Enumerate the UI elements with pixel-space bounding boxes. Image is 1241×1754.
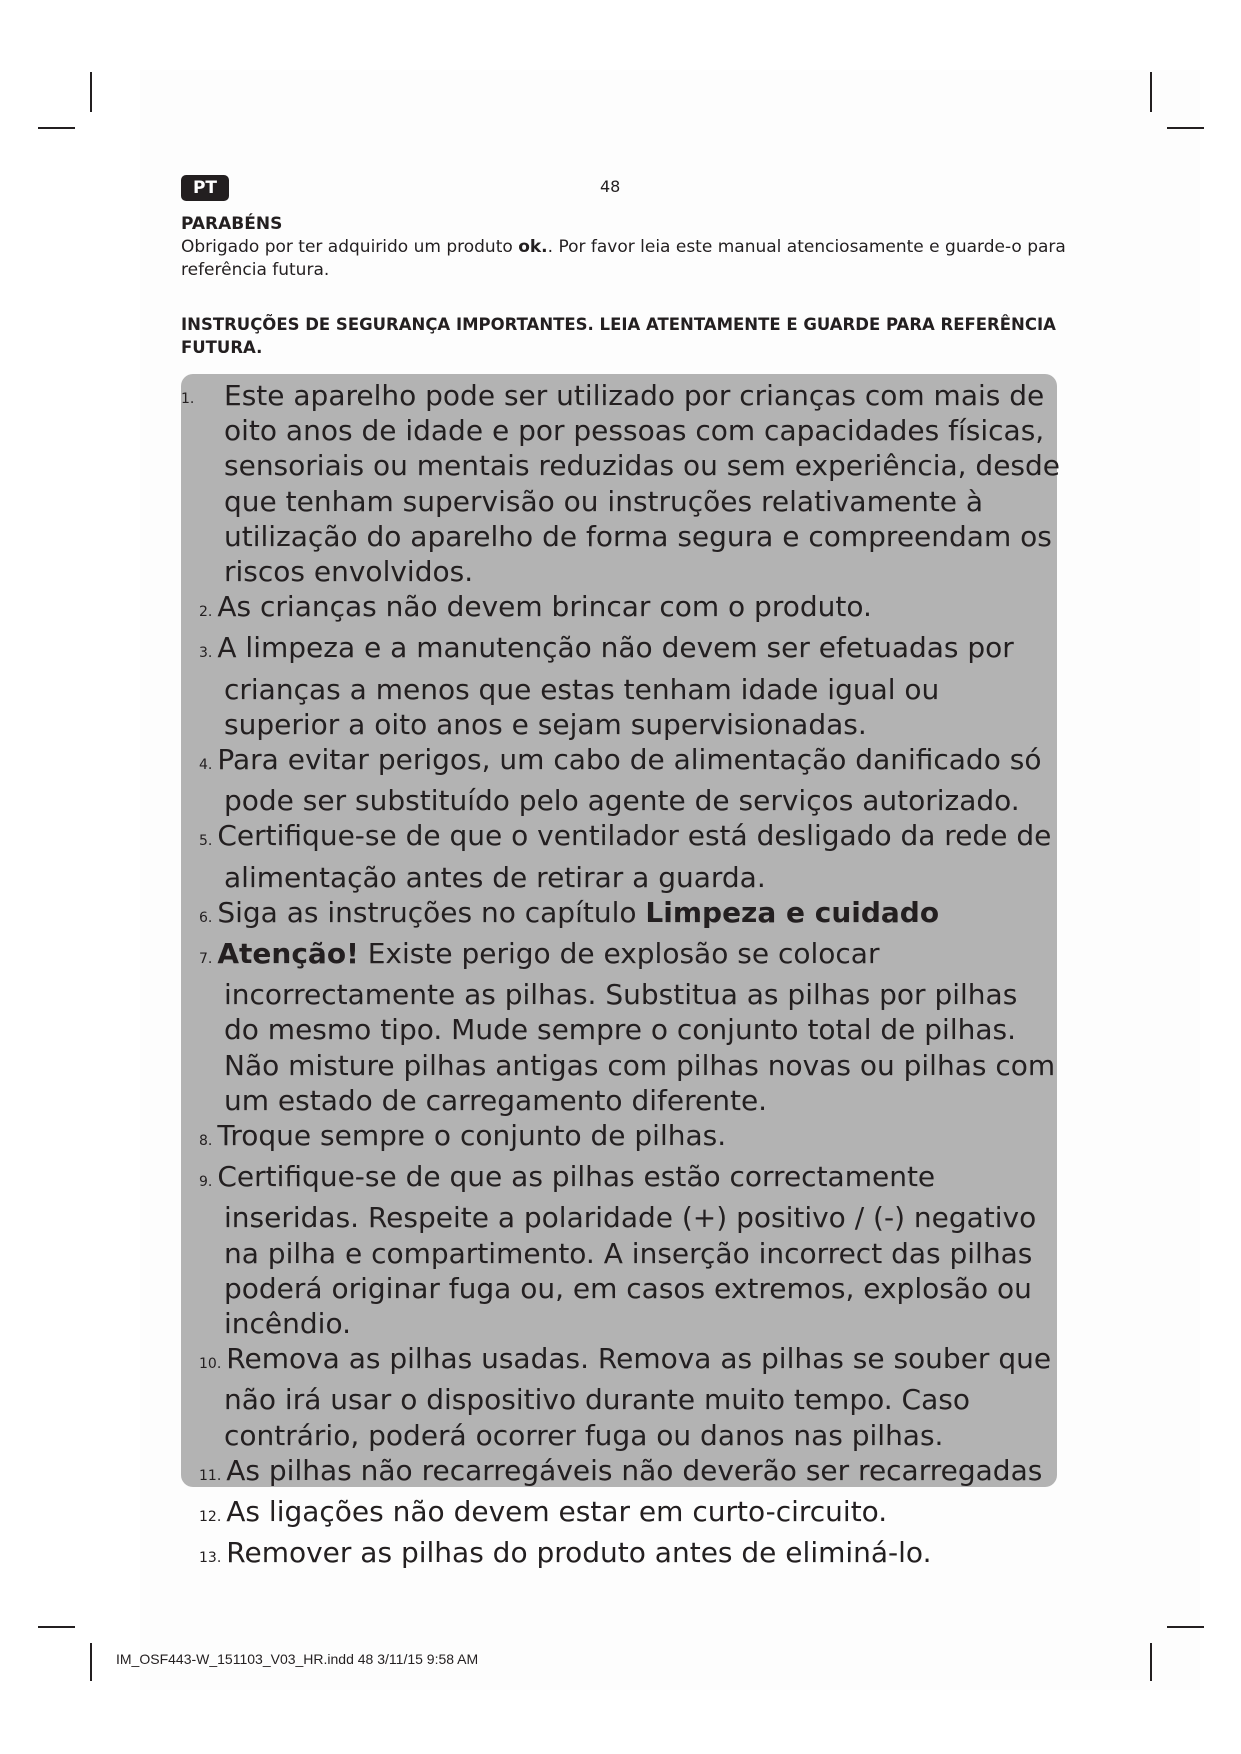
item-number: 13. <box>199 1550 222 1567</box>
list-item <box>181 742 1061 818</box>
intro-text-before: Obrigado por ter adquirido um produto <box>181 237 519 257</box>
list-item <box>181 818 1061 894</box>
item-number: 6. <box>199 909 213 926</box>
item-text: A limpeza e a manutenção não devem ser efetuadas por crianças a menos que estas tenham idade igual ou superior a oito anos e sejam supervisionadas. <box>217 631 1014 741</box>
list-item <box>181 1535 1061 1576</box>
list-item <box>181 1494 1061 1535</box>
brand-name: ok. <box>518 237 548 257</box>
item-text: As crianças não devem brincar com o produto. <box>217 590 872 624</box>
crop-mark <box>38 1626 75 1628</box>
crop-mark <box>38 127 75 129</box>
list-item <box>181 1453 1061 1494</box>
list-item <box>181 378 1061 589</box>
crop-mark <box>90 1643 92 1681</box>
item-text: Certifique-se de que o ventilador está desligado da rede de alimentação antes de retirar a guarda. <box>217 819 1052 894</box>
item-text: Remover as pilhas do produto antes de eliminá-lo. <box>226 1536 932 1570</box>
item-text: Siga as instruções no capítulo <box>217 895 646 929</box>
list-item <box>181 630 1061 742</box>
crop-mark <box>90 72 92 112</box>
crop-mark <box>1167 127 1204 129</box>
list-item <box>181 895 1061 936</box>
item-text: As pilhas não recarregáveis não deverão ser recarregadas <box>226 1453 1043 1487</box>
item-number: 7. <box>199 951 213 968</box>
intro-text-after: . Por favor leia este manual atenciosamente e guarde-o para referência futura. <box>181 237 1066 280</box>
list-item <box>181 1118 1061 1159</box>
intro-text <box>181 236 1081 282</box>
item-text: Certifique-se de que as pilhas estão correctamente inseridas. Respeite a polaridade (+) positivo / (-) negativo na pilha e compartimento. A inserção incorrect das pilhas poderá originar fuga ou, em casos extremos, explosão ou incêndio. <box>217 1160 1037 1341</box>
intro-title: PARABÉNS <box>181 214 283 234</box>
print-slug: IM_OSF443-W_151103_V03_HR.indd 48 3/11/15 9:58 AM <box>116 1651 479 1667</box>
safety-list <box>181 378 1061 1577</box>
item-number: 4. <box>199 757 213 774</box>
item-text: Este aparelho pode ser utilizado por crianças com mais de oito anos de idade e por pessoas com capacidades físicas, sensoriais ou mentais reduzidas ou sem experiência, desde que tenham supervisão ou instruções relativamente à utilização do aparelho de forma segura e compreendam os riscos envolvidos. <box>224 379 1061 589</box>
safety-heading: INSTRUÇÕES DE SEGURANÇA IMPORTANTES. LEIA ATENTAMENTE E GUARDE PARA REFERÊNCIA FUTURA. <box>181 315 1056 357</box>
item-number: 5. <box>199 833 213 850</box>
item-number: 9. <box>199 1174 213 1191</box>
item-number: 3. <box>199 645 213 662</box>
item-number: 10. <box>199 1356 222 1373</box>
item-number: 2. <box>199 604 213 621</box>
item-text: Remova as pilhas usadas. Remova as pilhas se souber que não irá usar o dispositivo durante muito tempo. Caso contrário, poderá ocorrer fuga ou danos nas pilhas. <box>224 1342 1052 1452</box>
item-number: 8. <box>199 1133 213 1150</box>
page-number: 48 <box>600 177 621 196</box>
item-text: Para evitar perigos, um cabo de alimentação danificado só pode ser substituído pelo agente de serviços autorizado. <box>217 743 1042 818</box>
list-item <box>181 936 1061 1118</box>
item-text: Troque sempre o conjunto de pilhas. <box>217 1119 727 1153</box>
crop-mark <box>1150 72 1152 112</box>
crop-mark <box>1150 1643 1152 1681</box>
list-item <box>181 1341 1061 1453</box>
item-text: As ligações não devem estar em curto-circuito. <box>226 1495 888 1529</box>
language-badge: PT <box>181 175 229 201</box>
item-number: 1. <box>181 391 195 407</box>
crop-mark <box>1167 1626 1204 1628</box>
item-number: 11. <box>199 1467 222 1484</box>
list-item <box>181 1159 1061 1341</box>
list-item <box>181 589 1061 630</box>
item-text: Existe perigo de explosão se colocar incorrectamente as pilhas. Substitua as pilhas por pilhas do mesmo tipo. Mude sempre o conjunto total de pilhas. Não misture pilhas antigas com pilhas novas ou pilhas com um estado de carregamento diferente. <box>224 937 1056 1117</box>
item-bold-text: Limpeza e cuidado <box>645 895 940 929</box>
item-number: 12. <box>199 1509 222 1526</box>
item-bold-text: Atenção! <box>217 937 359 971</box>
